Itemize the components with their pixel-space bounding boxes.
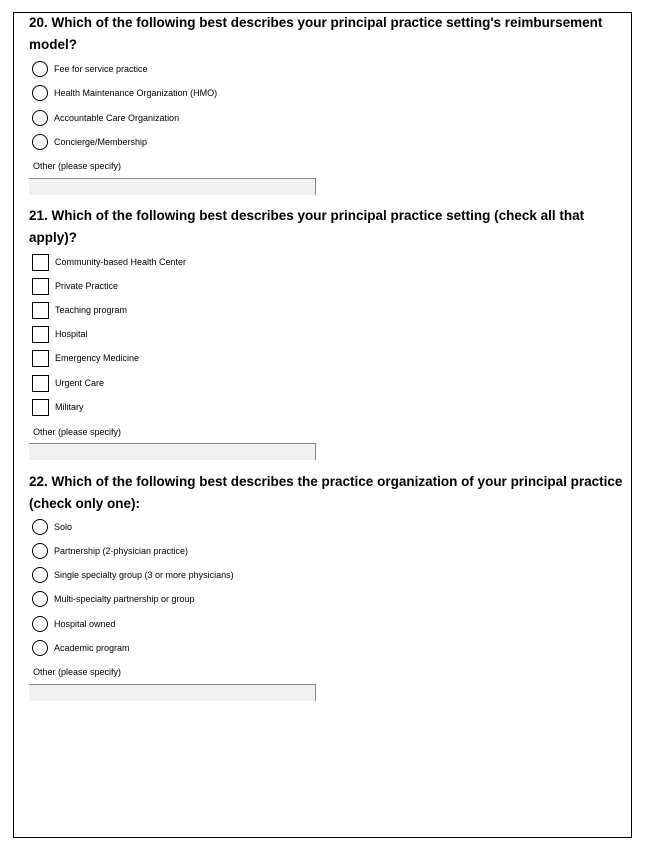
radio-option[interactable] bbox=[32, 566, 234, 584]
checkbox[interactable] bbox=[32, 326, 49, 343]
other-specify-input[interactable] bbox=[29, 443, 316, 460]
option-label: Teaching program bbox=[55, 305, 128, 315]
option-label: Emergency Medicine bbox=[55, 353, 140, 363]
radio-option[interactable] bbox=[32, 133, 147, 151]
option-label: Multi-specialty partnership or group bbox=[54, 594, 195, 604]
option-label: Health Maintenance Organization (HMO) bbox=[54, 88, 218, 98]
checkbox-option[interactable] bbox=[32, 325, 88, 343]
radio-button[interactable] bbox=[32, 640, 48, 656]
radio-button[interactable] bbox=[32, 543, 48, 559]
question-21-title: 21. Which of the following best describes your principal practice setting (check all that apply)? bbox=[29, 208, 585, 245]
checkbox[interactable] bbox=[32, 278, 49, 295]
checkbox-option[interactable] bbox=[32, 301, 127, 319]
checkbox-option[interactable] bbox=[32, 277, 118, 295]
radio-button[interactable] bbox=[32, 591, 48, 607]
checkbox[interactable] bbox=[32, 254, 49, 271]
checkbox-option[interactable] bbox=[32, 398, 84, 416]
option-label: Community-based Health Center bbox=[55, 257, 187, 267]
other-label: Other (please specify) bbox=[33, 667, 122, 677]
checkbox-option[interactable] bbox=[32, 253, 186, 271]
checkbox[interactable] bbox=[32, 375, 49, 392]
other-label: Other (please specify) bbox=[33, 161, 122, 171]
option-label: Hospital bbox=[55, 329, 88, 339]
option-label: Military bbox=[55, 402, 84, 412]
radio-button[interactable] bbox=[32, 567, 48, 583]
radio-option[interactable] bbox=[32, 615, 116, 633]
option-label: Academic program bbox=[54, 643, 130, 653]
checkbox[interactable] bbox=[32, 302, 49, 319]
radio-option[interactable] bbox=[32, 518, 72, 536]
option-label: Hospital owned bbox=[54, 619, 116, 629]
radio-button[interactable] bbox=[32, 134, 48, 150]
radio-button[interactable] bbox=[32, 616, 48, 632]
other-specify-input[interactable] bbox=[29, 684, 316, 701]
option-label: Concierge/Membership bbox=[54, 137, 148, 147]
radio-option[interactable] bbox=[32, 84, 217, 102]
other-label: Other (please specify) bbox=[33, 427, 122, 437]
radio-option[interactable] bbox=[32, 590, 195, 608]
radio-option[interactable] bbox=[32, 639, 130, 657]
radio-button[interactable] bbox=[32, 61, 48, 77]
option-label: Single specialty group (3 or more physicians) bbox=[54, 570, 234, 580]
option-label: Private Practice bbox=[55, 281, 119, 291]
radio-button[interactable] bbox=[32, 110, 48, 126]
radio-option[interactable] bbox=[32, 542, 188, 560]
checkbox-option[interactable] bbox=[32, 349, 139, 367]
checkbox[interactable] bbox=[32, 399, 49, 416]
radio-button[interactable] bbox=[32, 85, 48, 101]
option-label: Urgent Care bbox=[55, 378, 105, 388]
option-label: Solo bbox=[54, 522, 73, 532]
option-label: Fee for service practice bbox=[54, 64, 148, 74]
question-20-title: 20. Which of the following best describes your principal practice setting's reimbursement model? bbox=[29, 15, 603, 52]
other-specify-input[interactable] bbox=[29, 178, 316, 195]
radio-option[interactable] bbox=[32, 60, 148, 78]
question-22-title: 22. Which of the following best describes the practice organization of your principal practice (check only one): bbox=[29, 474, 623, 511]
radio-option[interactable] bbox=[32, 109, 179, 127]
radio-button[interactable] bbox=[32, 519, 48, 535]
checkbox-option[interactable] bbox=[32, 374, 104, 392]
checkbox[interactable] bbox=[32, 350, 49, 367]
option-label: Partnership (2-physician practice) bbox=[54, 546, 189, 556]
option-label: Accountable Care Organization bbox=[54, 113, 180, 123]
